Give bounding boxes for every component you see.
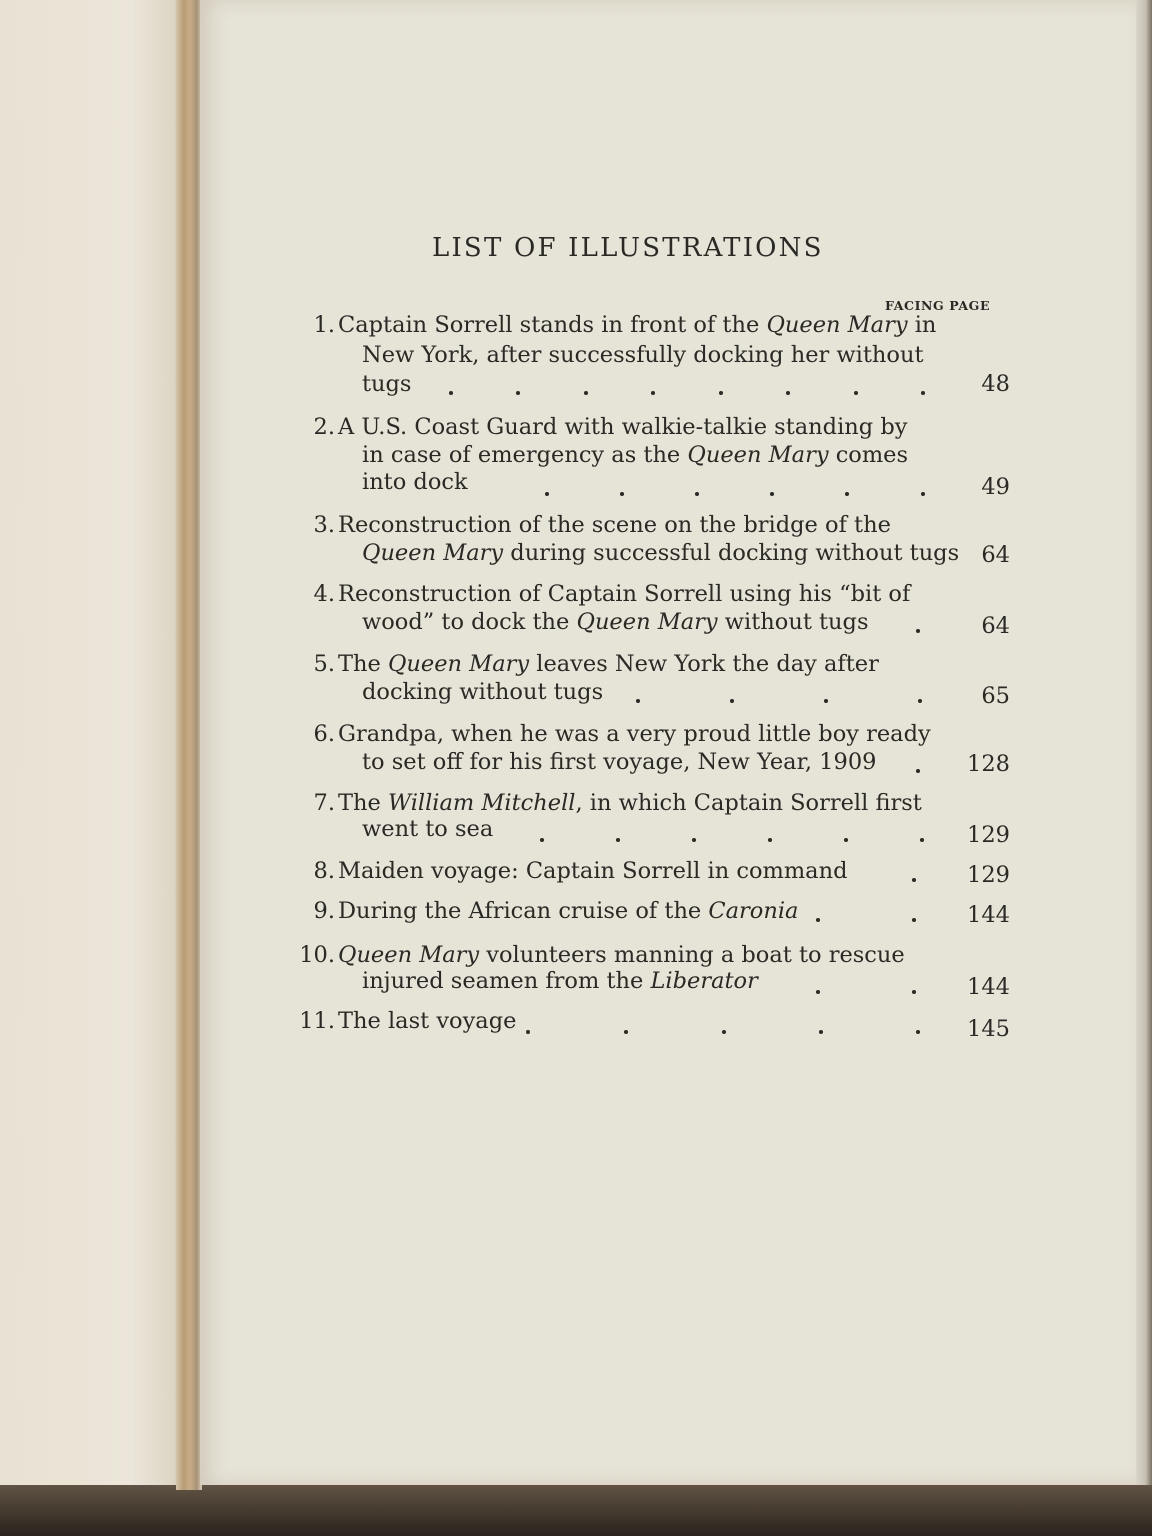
item-caption-line: Queen Mary volunteers manning a boat to rescue: [338, 942, 905, 968]
item-caption-line: Reconstruction of Captain Sorrell using his “bit of: [338, 581, 911, 607]
page-number: 65: [981, 683, 1010, 709]
ship-name: Liberator: [650, 968, 758, 994]
item-number: 5.: [313, 651, 335, 677]
page-number: 64: [981, 542, 1010, 568]
item-caption-line: Captain Sorrell stands in front of the Queen Mary in: [338, 312, 937, 338]
table-surface: [0, 1476, 1152, 1536]
page-edge: [1136, 0, 1152, 1485]
page-number: 49: [981, 474, 1010, 500]
item-number: 6.: [313, 721, 335, 747]
ship-name: Queen Mary: [338, 942, 480, 968]
item-number: 1.: [313, 312, 335, 338]
item-caption-line: The Queen Mary leaves New York the day after: [338, 651, 879, 677]
item-caption-line: to set off for his first voyage, New Year, 1909: [362, 749, 877, 775]
page-number: 129: [967, 862, 1010, 888]
ship-name: Queen Mary: [362, 540, 504, 566]
page-title: LIST OF ILLUSTRATIONS: [432, 233, 824, 263]
item-caption-line: wood” to dock the Queen Mary without tugs: [362, 609, 869, 635]
book-gutter: [176, 0, 202, 1490]
item-caption-line: During the African cruise of the Caronia: [338, 898, 799, 924]
item-number: 2.: [313, 414, 335, 440]
item-caption-line: tugs: [362, 371, 412, 397]
item-number: 8.: [313, 858, 335, 884]
ship-name: Queen Mary: [687, 442, 829, 468]
ship-name: William Mitchell: [387, 790, 576, 816]
page-number: 129: [967, 822, 1010, 848]
item-number: 11.: [299, 1008, 335, 1034]
item-number: 3.: [313, 512, 335, 538]
item-caption-line: Reconstruction of the scene on the bridge of the: [338, 512, 891, 538]
ship-name: Queen Mary: [766, 312, 908, 338]
book-page: [200, 0, 1136, 1485]
item-caption-line: The last voyage: [338, 1008, 517, 1034]
page-number: 64: [981, 613, 1010, 639]
item-caption-line: in case of emergency as the Queen Mary comes: [362, 442, 909, 468]
item-number: 10.: [299, 942, 335, 968]
ship-name: Queen Mary: [387, 651, 530, 677]
item-caption-line: A U.S. Coast Guard with walkie-talkie standing by: [338, 414, 908, 440]
item-number: 4.: [313, 581, 335, 607]
item-number: 9.: [313, 898, 335, 924]
ship-name: Caronia: [708, 898, 799, 924]
item-caption-line: went to sea: [362, 816, 494, 842]
item-caption-line: Grandpa, when he was a very proud little boy ready: [338, 721, 931, 747]
page-content: [200, 0, 1136, 1485]
column-header-facing-page: FACING PAGE: [885, 298, 991, 313]
ship-name: Queen Mary: [576, 609, 718, 635]
item-caption-line: New York, after successfully docking her without: [362, 342, 924, 368]
item-caption-line: docking without tugs: [362, 679, 604, 705]
item-caption-line: Maiden voyage: Captain Sorrell in command: [338, 858, 848, 884]
item-caption-line: into dock: [362, 469, 468, 495]
page-number: 48: [981, 371, 1010, 397]
page-number: 144: [967, 902, 1010, 928]
page-number: 144: [967, 974, 1010, 1000]
page-number: 145: [967, 1016, 1010, 1042]
left-page: [0, 0, 188, 1485]
item-number: 7.: [313, 790, 335, 816]
item-caption-line: injured seamen from the Liberator: [362, 968, 758, 994]
item-caption-line: The William Mitchell, in which Captain Sorrell first: [338, 790, 922, 816]
item-caption-line: Queen Mary during successful docking without tugs: [362, 540, 960, 566]
page-number: 128: [967, 751, 1010, 777]
